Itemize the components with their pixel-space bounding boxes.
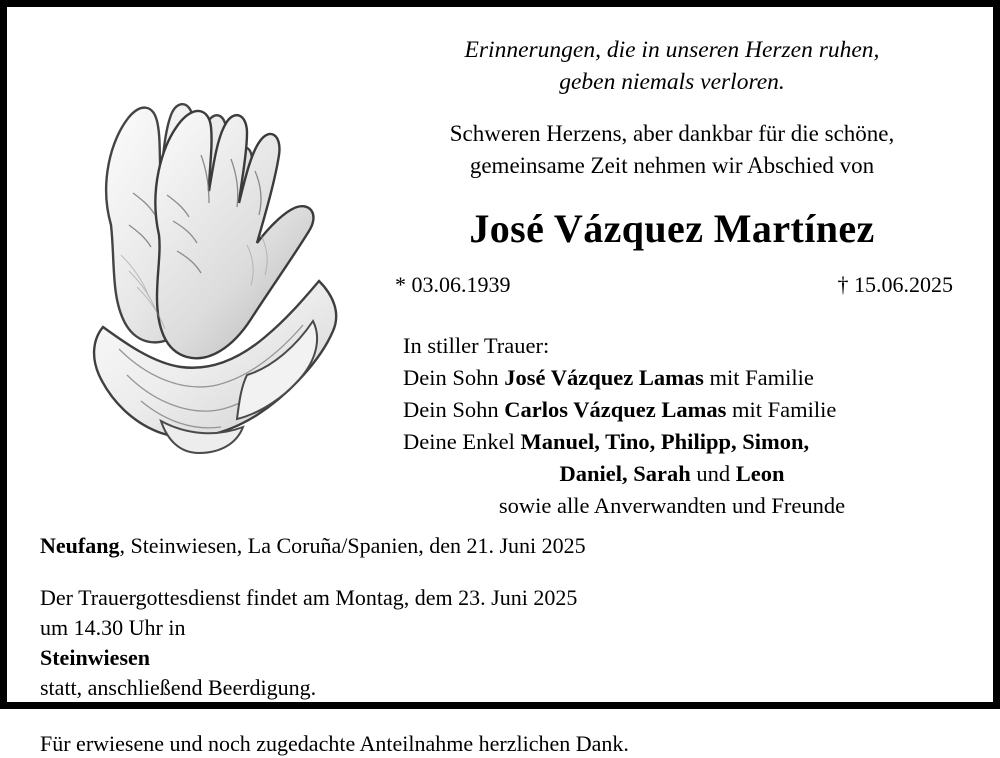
obituary-footer	[40, 531, 970, 758]
mourner-line-grandchildren-2	[367, 458, 977, 490]
service-place: Steinwiesen	[40, 644, 150, 670]
intro-line-1: Schweren Herzens, aber dankbar für die schöne,	[449, 121, 895, 147]
son-2-name: Carlos Vázquez Lamas	[504, 396, 727, 422]
mourner-line-grandchildren-1	[367, 426, 977, 458]
son-2-suffix: mit Familie	[726, 396, 837, 422]
mourner-line-son-2	[367, 394, 977, 426]
service-line-2-suffix: statt, anschließend Beerdigung.	[40, 674, 317, 700]
mourners-block	[367, 330, 977, 522]
son-1-name: José Vázquez Lamas	[504, 364, 704, 390]
service-time-prefix: um 14.30 Uhr in	[40, 614, 186, 640]
intro-line-2: gemeinsame Zeit nehmen wir Abschied von	[469, 152, 875, 178]
place-rest: , Steinwiesen, La Coruña/Spanien, den 21. Juni 2025	[119, 533, 586, 558]
praying-hands-icon	[41, 75, 361, 475]
epitaph	[367, 35, 977, 98]
intro-text	[367, 118, 977, 181]
grandchildren-names-1: Manuel, Tino, Philipp, Simon,	[520, 428, 810, 454]
life-dates	[367, 272, 977, 298]
place-and-date-line	[40, 531, 970, 561]
mourner-line-others: sowie alle Anverwandten und Freunde	[498, 492, 846, 518]
death-date: † 15.06.2025	[837, 271, 953, 297]
service-line-1: Der Trauergottesdienst findet am Montag, dem 23. Juni 2025	[40, 584, 578, 610]
epitaph-line-2: geben niemals verloren.	[559, 68, 785, 95]
place-name: Neufang	[40, 533, 120, 558]
service-details	[40, 583, 970, 703]
service-line-2	[40, 613, 970, 703]
grandchildren-name-last: Leon	[735, 460, 785, 486]
epitaph-line-1: Erinnerungen, die in unseren Herzen ruhen,	[464, 37, 880, 63]
mourner-line-son-1	[367, 362, 977, 394]
deceased-name: José Vázquez Martínez	[469, 205, 875, 251]
son-1-suffix: mit Familie	[703, 364, 814, 390]
mourners-heading: In stiller Trauer:	[403, 332, 550, 358]
grandchildren-conjunction: und	[690, 460, 736, 486]
son-2-prefix: Dein Sohn	[403, 396, 505, 422]
grandchildren-names-2: Daniel, Sarah	[559, 460, 691, 486]
obituary-text-column	[367, 27, 977, 522]
grandchildren-prefix: Deine Enkel	[403, 428, 521, 454]
birth-date: * 03.06.1939	[395, 271, 511, 297]
son-1-prefix: Dein Sohn	[403, 364, 505, 390]
thanks-line: Für erwiesene und noch zugedachte Anteilnahme herzlichen Dank.	[40, 730, 629, 756]
